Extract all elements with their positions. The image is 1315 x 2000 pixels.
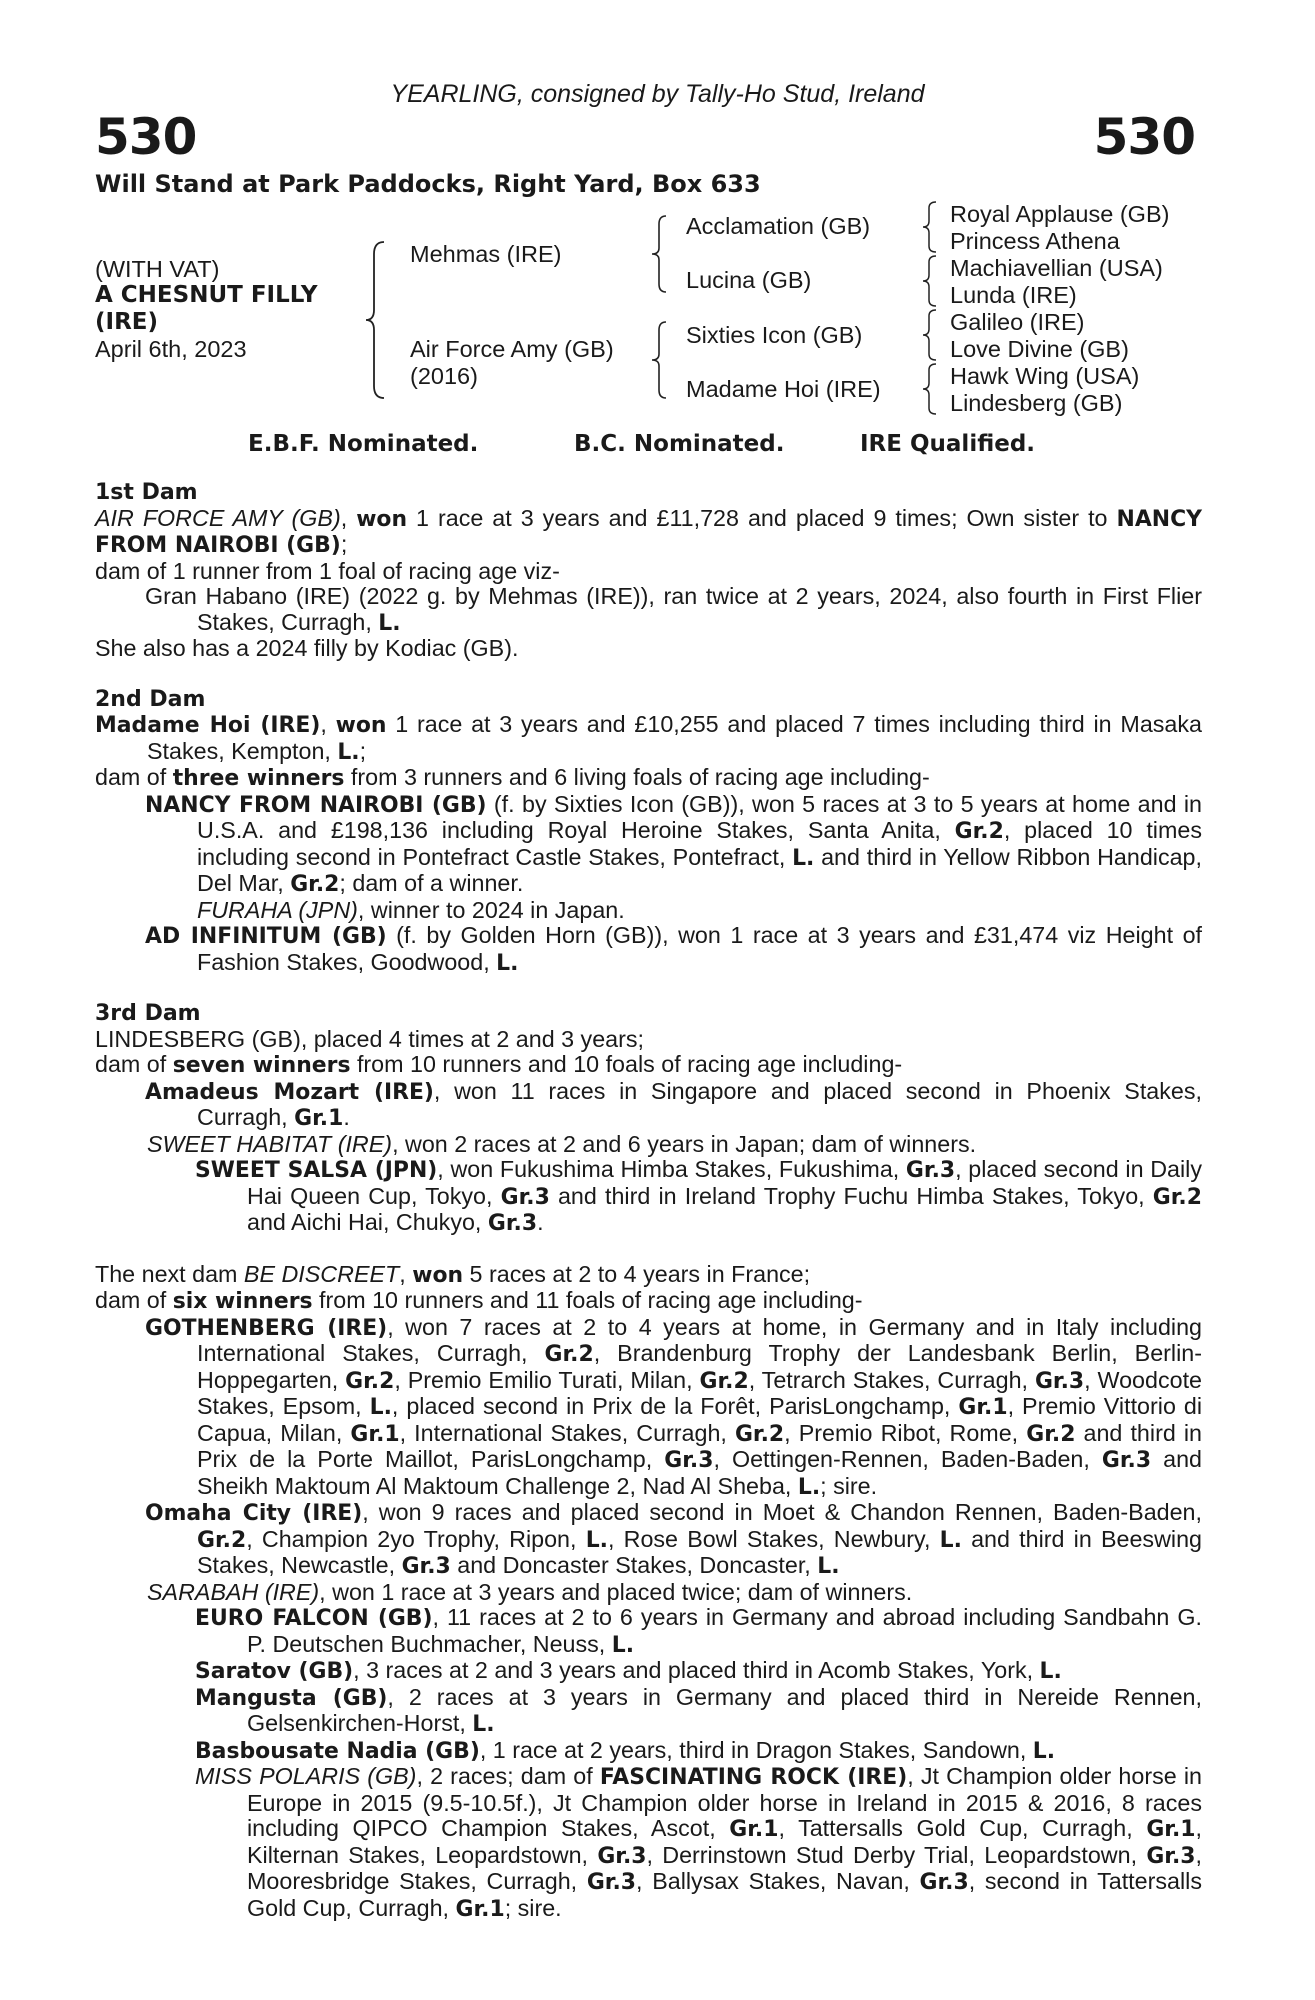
second-dam-record: Madame Hoi (IRE), won 1 race at 3 years and £10,255 and placed 7 times including third in Masaka Stakes, Kempton, L.;: [95, 711, 1202, 765]
produce-record: Basbousate Nadia (GB), 1 race at 2 years, third in Dragon Stakes, Sandown, L.: [195, 1736, 1056, 1764]
produce-record: Omaha City (IRE), won 9 races and placed second in Moet & Chandon Rennen, Baden-Baden, Gr.2, Champion 2yo Trophy, Ripon, L., Rose Bowl Stakes, Newbury, L. and third in Beeswing Stakes, Newcastle, Gr.3 and Doncaster Stakes, Doncaster, L.: [145, 1499, 1202, 1579]
nomination-ire: IRE Qualified.: [860, 431, 1036, 457]
gen3-2: Princess Athena: [950, 228, 1120, 254]
pedigree-brace-g3-2: [921, 254, 939, 308]
consignor-line: YEARLING, consigned by Tally-Ho Stud, Ireland: [390, 80, 925, 108]
gen3-5: Galileo (IRE): [950, 309, 1085, 335]
dam-name: Air Force Amy (GB): [410, 336, 614, 362]
produce-record: MISS POLARIS (GB), 2 races; dam of FASCINATING ROCK (IRE), Jt Champion older horse in Europe in 2015 (9.5-10.5f.), Jt Champion older horse in Ireland in 2015 & 2016, 8 races including QIPCO Champion Stakes, Ascot, Gr.1, Tattersalls Gold Cup, Curragh, Gr.1, Kilternan Stakes, Leopardstown, Gr.3, Derrinstown Stud Derby Trial, Leopardstown, Gr.3, Mooresbridge Stakes, Curragh, Gr.3, Ballysax Stakes, Navan, Gr.3, second in Tattersalls Gold Cup, Curragh, Gr.1; sire.: [195, 1763, 1203, 1922]
pedigree-brace-dam: [650, 320, 670, 400]
first-dam-record: AIR FORCE AMY (GB), won 1 race at 3 years and £11,728 and placed 9 times; Own sister to NANCY FROM NAIROBI (GB);: [95, 504, 1202, 558]
dam-dam: Madame Hoi (IRE): [686, 376, 881, 402]
dam-sire: Sixties Icon (GB): [686, 322, 863, 348]
gen3-6: Love Divine (GB): [950, 336, 1129, 362]
sire-name: Mehmas (IRE): [410, 241, 562, 267]
sire-sire: Acclamation (GB): [686, 213, 871, 239]
nomination-bc: B.C. Nominated.: [574, 431, 785, 457]
produce-record: GOTHENBERG (IRE), won 7 races at 2 to 4 years at home, in Germany and in Italy including International Stakes, Curragh, Gr.2, Brandenburg Trophy der Landesbank Berlin, Berlin-Hoppegarten, Gr.2, Premio Emilio Turati, Milan, Gr.2, Tetrarch Stakes, Curragh, Gr.3, Woodcote Stakes, Epsom, L., placed second in Prix de la Forêt, ParisLongchamp, Gr.1, Premio Vittorio di Capua, Milan, Gr.1, International Stakes, Curragh, Gr.2, Premio Ribot, Rome, Gr.2 and third in Prix de la Porte Maillot, ParisLongchamp, Gr.3, Oettingen-Rennen, Baden-Baden, Gr.3 and Sheikh Maktoum Al Maktoum Challenge 2, Nad Al Sheba, L.; sire.: [145, 1313, 1203, 1500]
gen3-4: Lunda (IRE): [950, 282, 1077, 308]
gen3-8: Lindesberg (GB): [950, 390, 1123, 416]
sire-dam: Lucina (GB): [686, 267, 812, 293]
lot-number-left: 530: [95, 108, 197, 166]
produce-record: NANCY FROM NAIROBI (GB) (f. by Sixties Icon (GB)), won 5 races at 3 to 5 years at home and in U.S.A. and £198,136 including Royal Heroine Stakes, Santa Anita, Gr.2, placed 10 times including second in Pontefract Castle Stakes, Pontefract, L. and third in Yellow Ribbon Handicap, Del Mar, Gr.2; dam of a winner.: [145, 790, 1203, 897]
produce-record: Mangusta (GB), 2 races at 3 years in Germany and placed third in Nereide Rennen, Gelsenkirchen-Horst, L.: [195, 1683, 1202, 1737]
produce-record: Amadeus Mozart (IRE), won 11 races in Singapore and placed second in Phoenix Stakes, Curragh, Gr.1.: [145, 1077, 1202, 1131]
subject-name-suffix: (IRE): [95, 309, 159, 335]
nomination-ebf: E.B.F. Nominated.: [248, 431, 479, 457]
pedigree-brace-main: [364, 240, 388, 400]
lot-number-right: 530: [1093, 108, 1195, 166]
gen3-7: Hawk Wing (USA): [950, 363, 1140, 389]
third-dam-heading: 3rd Dam: [95, 1001, 201, 1026]
produce-record: EURO FALCON (GB), 11 races at 2 to 6 years in Germany and abroad including Sandbahn G. P. Deutschen Buchmacher, Neuss, L.: [195, 1604, 1202, 1658]
gen3-1: Royal Applause (GB): [950, 201, 1170, 227]
first-dam-heading: 1st Dam: [95, 480, 198, 505]
produce-record: SWEET SALSA (JPN), won Fukushima Himba Stakes, Fukushima, Gr.3, placed second in Daily Hai Queen Cup, Tokyo, Gr.3 and third in Ireland Trophy Fuchu Himba Stakes, Tokyo, Gr.2 and Aichi Hai, Chukyo, Gr.3.: [195, 1156, 1202, 1236]
produce-record: AD INFINITUM (GB) (f. by Golden Horn (GB)), won 1 race at 3 years and £31,474 viz Height of Fashion Stakes, Goodwood, L.: [145, 922, 1202, 976]
pedigree-brace-sire: [650, 214, 670, 294]
second-dam-heading: 2nd Dam: [95, 686, 206, 712]
produce-record: Gran Habano (IRE) (2022 g. by Mehmas (IRE)), ran twice at 2 years, 2024, also fourth in First Flier Stakes, Curragh, L.: [145, 583, 1202, 636]
stand-location: Will Stand at Park Paddocks, Right Yard, Box 633: [95, 170, 761, 198]
vat-note: (WITH VAT): [95, 256, 220, 282]
produce-record: Saratov (GB), 3 races at 2 and 3 years and placed third in Acomb Stakes, York, L.: [195, 1657, 1062, 1684]
dam-year: (2016): [410, 363, 478, 389]
third-dam-record: LINDESBERG (GB), placed 4 times at 2 and 3 years;: [95, 1025, 645, 1052]
catalogue-body: 1st Dam AIR FORCE AMY (GB), won 1 race at 3 years and £11,728 and placed 9 times; Own sister to NANCY FROM NAIROBI (GB); dam of 1 runner from 1 foal of racing age viz- Gran Habano (IRE) (2022 g. by Mehmas (IRE)), ran twice at 2 years, 2024, also fourth in First Flier Stakes, Curragh, L. She also has a 2024 filly by Kodiac (GB). 2nd Dam Madame Hoi (IRE), won 1 race at 3 years and £10,255 and placed 7 times including third in Masaka Stakes, Kempton, L.; dam of three winners from 3 runners and 6 living foals of racing age including- NANCY FROM NAIROBI (GB) (f. by Sixties Icon (GB)), won 5 races at 3 to 5 years at home and in U.S.A. and £198,136 including Royal Heroine Stakes, Santa Anita, Gr.2, placed 10 times including second in Pontefract Castle Stakes, Pontefract, L. and third in Yellow Ribbon Handicap, Del Mar, Gr.2; dam of a winner. FURAHA (JPN), winner to 2024 in Japan. AD INFINITUM (GB) (f. by Golden Horn (GB)), won 1 race at 3 years and £31,474 viz Height of Fashion Stakes, Goodwood, L. 3rd Dam LINDESBERG (GB), placed 4 times at 2 and 3 years; dam of seven winners from 10 runners and 10 foals of racing age including- Amadeus Mozart (IRE), won 11 races in Singapore and placed second in Phoenix Stakes, Curragh, Gr.1. SWEET HABITAT (IRE), won 2 races at 2 and 6 years in Japan; dam of winners. SWEET SALSA (JPN), won Fukushima Himba Stakes, Fukushima, Gr.3, placed second in Daily Hai Queen Cup, Tokyo, Gr.3 and third in Ireland Trophy Fuchu Himba Stakes, Tokyo, Gr.2 and Aichi Hai, Chukyo, Gr.3. The next dam BE DISCREET, won 5 races at 2 to 4 years in France; dam of six winners from 10 runners and 11 foals of racing age including- GOTHENBERG (IRE), won 7 races at 2 to 4 years at home, in Germany and in Italy including International Stakes, Curragh, Gr.2, Brandenburg Trophy der Landesbank Berlin, Berlin-Hoppegarten, Gr.2, Premio Emilio Turati, Milan, Gr.2, Tetrarch Stakes, Curragh, Gr.3, Woodcote Stakes, Epsom, L., placed second in Prix de la Forêt, ParisLongchamp, Gr.1, Premio Vittorio di Capua, Milan, Gr.1, International Stakes, Curragh, Gr.2, Premio Ribot, Rome, Gr.2 and third in Prix de la Porte Maillot, ParisLongchamp, Gr.3, Oettingen-Rennen, Baden-Baden, Gr.3 and Sheikh Maktoum Al Maktoum Challenge 2, Nad Al Sheba, L.; sire. Omaha City (IRE), won 9 races and placed second in Moet & Chandon Rennen, Baden-Baden, Gr.2, Champion 2yo Trophy, Ripon, L., Rose Bowl Stakes, Newbury, L. and third in Beeswing Stakes, Newcastle, Gr.3 and Doncaster Stakes, Doncaster, L. SARABAH (IRE), won 1 race at 3 years and placed twice; dam of winners. EURO FALCON (GB), 11 races at 2 to 6 years in Germany and abroad including Sandbahn G. P. Deutschen Buchmacher, Neuss, L. Saratov (GB), 3 races at 2 and 3 years and placed third in Acomb Stakes, York, L. Mangusta (GB), 2 races at 3 years in Germany and placed third in Nereide Rennen, Gelsenkirchen-Horst, L. Basbousate Nadia (GB), 1 race at 2 years, third in Dragon Stakes, Sandown, L. MISS POLARIS (GB), 2 races; dam of FASCINATING ROCK (IRE), Jt Champion older horse in Europe in 2015 (9.5-10.5f.), Jt Champion older horse in Ireland in 2015 & 2016, 8 races including QIPCO Champion Stakes, Ascot, Gr.1, Tattersalls Gold Cup, Curragh, Gr.1, Kilternan Stakes, Leopardstown, Gr.3, Derrinstown Stud Derby Trial, Leopardstown, Gr.3, Mooresbridge Stakes, Curragh, Gr.3, Ballysax Stakes, Navan, Gr.3, second in Tattersalls Gold Cup, Curragh, Gr.1; sire.: [95, 480, 1203, 1922]
pedigree-brace-g3-3: [921, 308, 939, 362]
pedigree-brace-g3-1: [921, 200, 939, 254]
gen3-3: Machiavellian (USA): [950, 255, 1163, 281]
foaling-date: April 6th, 2023: [95, 336, 247, 362]
fourth-dam-record: The next dam BE DISCREET, won 5 races at 2 to 4 years in France;: [95, 1260, 811, 1288]
subject-name: A CHESNUT FILLY: [95, 282, 318, 308]
pedigree-brace-g3-4: [921, 362, 939, 416]
